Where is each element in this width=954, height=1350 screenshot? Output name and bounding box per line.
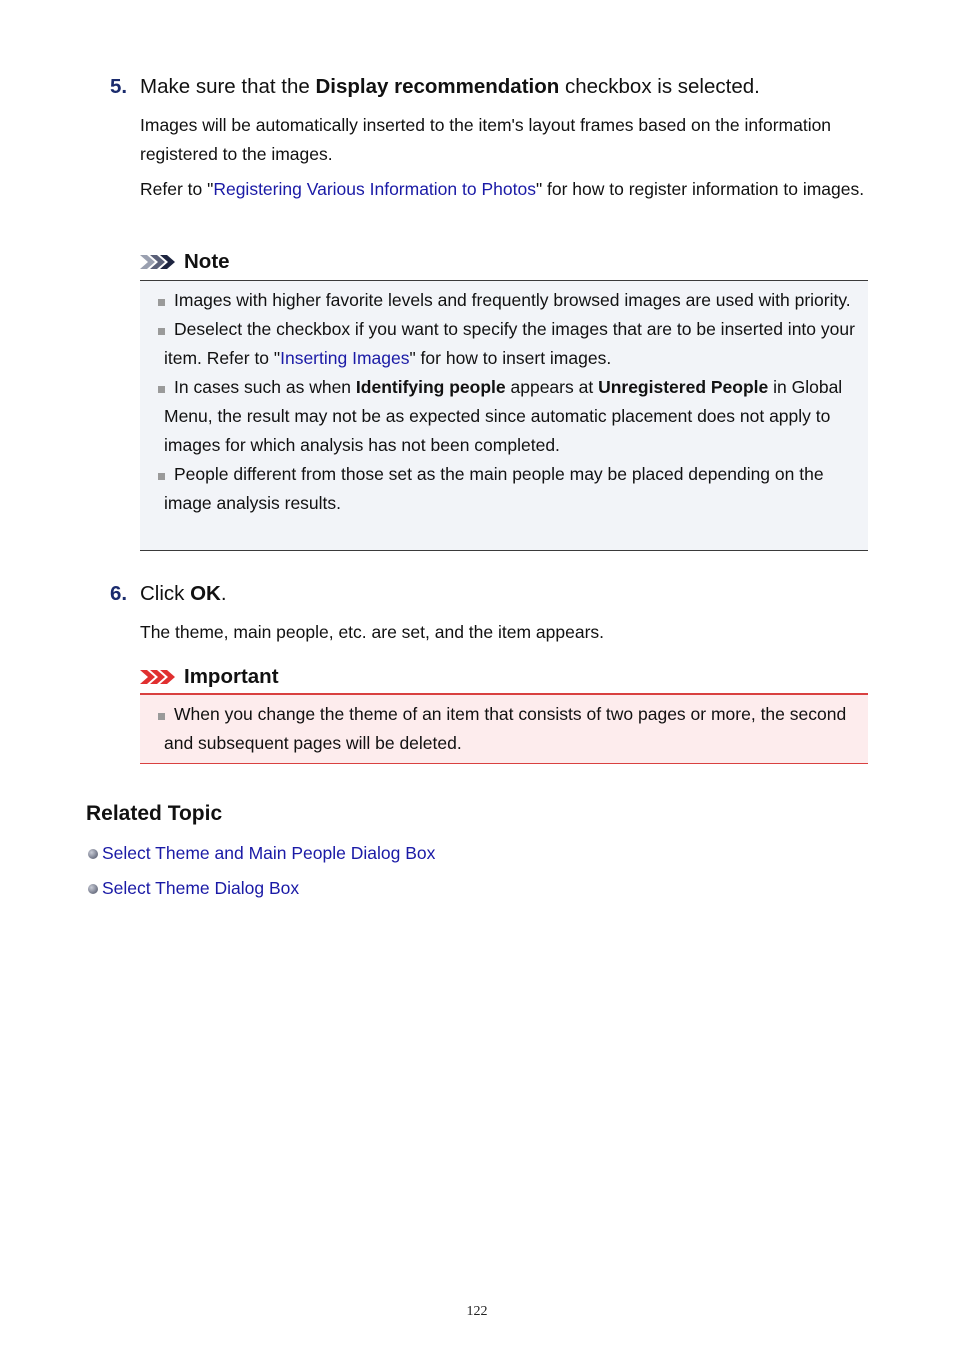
list-item: When you change the theme of an item that consists of two pages or more, the second and subsequent pages will be deleted. <box>164 700 860 758</box>
square-bullet-icon <box>158 299 165 306</box>
square-bullet-icon <box>158 473 165 480</box>
square-bullet-icon <box>158 713 165 720</box>
list-item: Images with higher favorite levels and frequently browsed images are used with priority. <box>164 286 860 315</box>
step-5-heading <box>110 74 760 100</box>
step-6-heading <box>110 581 227 607</box>
link-registering-information[interactable]: Registering Various Information to Photos <box>213 179 536 199</box>
important-label: Important <box>184 665 279 688</box>
note-arrows-icon <box>140 254 178 270</box>
note-list <box>140 281 868 524</box>
square-bullet-icon <box>158 328 165 335</box>
step-text: Make sure that the Display recommendation checkbox is selected. <box>140 75 760 98</box>
list-item: In cases such as when Identifying people appears at Unregistered People in Global Menu, the result may not be as expected since automatic placement does not apply to images for which analysis has not been completed. <box>164 373 860 460</box>
list-item: People different from those set as the main people may be placed depending on the image analysis results. <box>164 460 860 518</box>
step-5-reference: Refer to "Registering Various Information to Photos" for how to register information to images. <box>140 179 865 199</box>
step-6-description: The theme, main people, etc. are set, and the item appears. <box>140 622 605 642</box>
note-label: Note <box>184 250 230 273</box>
page-number: 122 <box>466 1304 488 1319</box>
sphere-bullet-icon <box>88 884 98 894</box>
square-bullet-icon <box>158 386 165 393</box>
link-inserting-images[interactable]: Inserting Images <box>280 348 410 368</box>
important-list <box>140 695 868 764</box>
list-item: Deselect the checkbox if you want to specify the images that are to be inserted into your item. Refer to "Inserting Images" for how to insert images. <box>164 315 860 373</box>
note-heading <box>140 249 230 275</box>
step-5-description: Images will be automatically inserted to the item's layout frames based on the information registered to the images. <box>140 115 832 164</box>
important-box <box>140 693 868 764</box>
important-arrows-icon <box>140 669 178 685</box>
step-number: 6. <box>110 582 128 605</box>
step-text: Click OK. <box>140 582 227 605</box>
step-number: 5. <box>110 75 128 98</box>
link-select-theme-main-people[interactable]: Select Theme and Main People Dialog Box <box>102 843 436 863</box>
sphere-bullet-icon <box>88 849 98 859</box>
important-heading <box>140 664 279 690</box>
link-select-theme[interactable]: Select Theme Dialog Box <box>102 878 300 898</box>
related-link-item <box>88 840 435 866</box>
note-box <box>140 280 868 551</box>
related-topic-heading: Related Topic <box>86 802 223 825</box>
related-link-item <box>88 875 299 901</box>
